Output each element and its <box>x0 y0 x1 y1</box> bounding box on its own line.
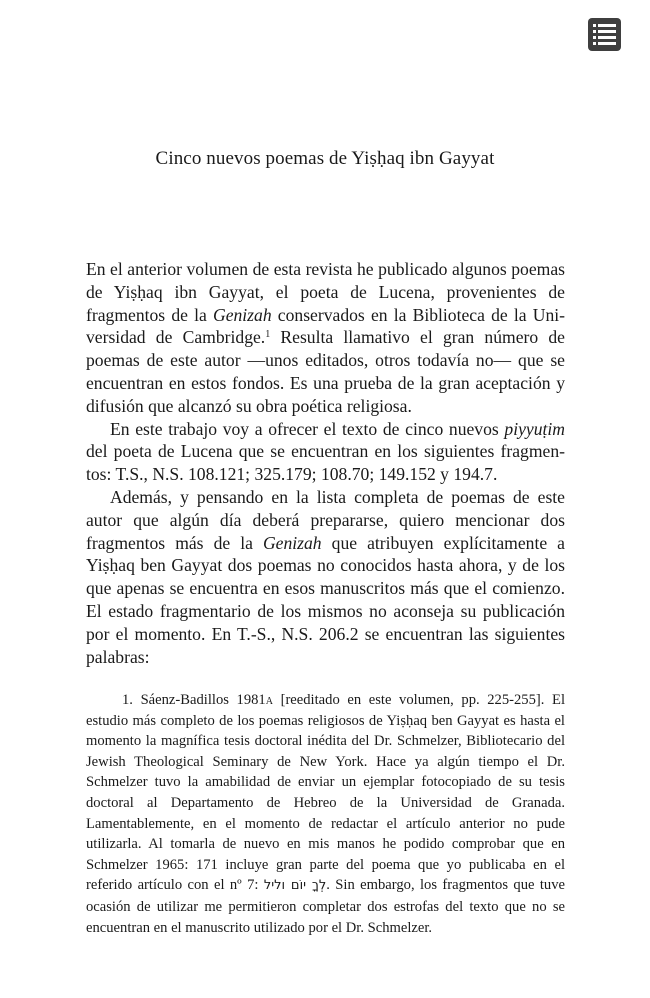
hebrew-text: לְךָ יוֹם וליל <box>263 878 327 894</box>
menu-button[interactable] <box>588 18 621 51</box>
page-title: Cinco nuevos poemas de Yiṣḥaq ibn Gayyat <box>155 148 495 169</box>
footnote: 1. Sáenz-Badillos 1981a [reeditado en este volumen, pp. 225-255]. El estudio más completo de los poemas religiosos de Yiṣḥaq ben Gayyat es hasta el momento la magnífica tesis doctoral inédita del Dr. Schmelzer, Bibliotecario del Jewish Theological Seminary de New York. Hace ya algún tiempo el Dr. Schmelzer tuvo la amabilidad de enviar un ejemplar fotocopiado de su tesis doctoral al Departamento de Hebreo de la Universidad de Granada. Lamentablemente, en el momento de redactar el artículo anterior no pude utilizarla. Al tomarla de nuevo en mis manos he podido comprobar que en Schmelzer 1965: 171 incluye gran parte del poema que yo publicaba en el referido artículo con el nº 7: לְךָ יוֹם וליל. Sin embargo, los fragmentos que tuve ocasión de utilizar me permitieron completar dos estrofas del texto que no se encuentran en el manuscrito utilizado por el Dr. Schmelzer. <box>86 692 565 936</box>
list-menu-icon <box>588 18 621 51</box>
paragraph-1: En el anterior volumen de esta revista he publicado algunos poemas de Yiṣḥaq ibn Gayyat, el poeta de Lucena, provenientes de fragmentos de la Genizah conservados en la Biblioteca de la Universidad de Cambridge.$^1$ Resulta llamativo el gran número de poemas de este autor —unos editados, otros todavía no— que se encuentran en estos fondos. Es una prueba de la gran aceptación y difusión que alcanzó su obra poética religiosa. <box>86 259 565 416</box>
footnote-ref[interactable]: 1 <box>265 329 271 341</box>
paragraph-3: Además, y pensando en la lista completa de poemas de este autor que algún día deberá prepararse, quiero mencionar dos fragmentos más de la Genizah que atribuyen explícitamente a Yiṣḥaq ben Gayyat dos poemas no conocidos hasta ahora, y de los que apenas se encuentra en esos manuscritos más que el comienzo. El estado fragmentario de los mismos no aconseja su publicación por el momento. En T.-S., N.S. 206.2 se encuentran las siguientes palabras: <box>86 486 565 667</box>
body-text <box>86 258 565 668</box>
paragraph-2: En este trabajo voy a ofrecer el texto de cinco nuevos piyyuṭim del poeta de Lucena que se encuentran en los siguientes fragmentos: T.S., N.S. 108.121; 325.179; 108.70; 149.152 y 194.7. <box>86 418 565 485</box>
